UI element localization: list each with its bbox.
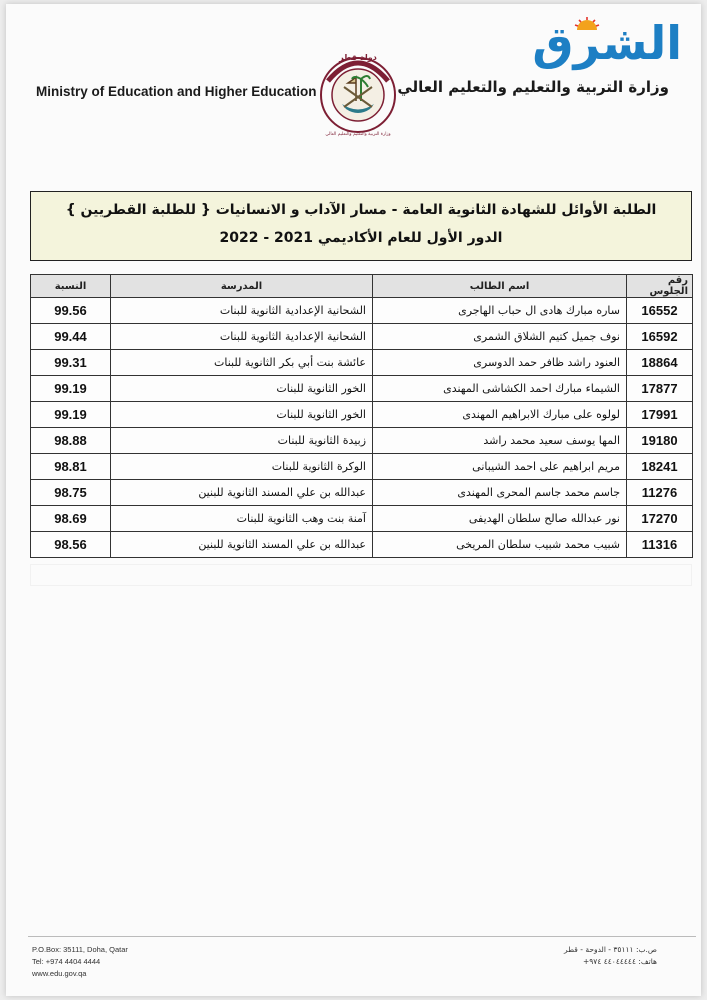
table-row bbox=[31, 298, 693, 324]
table-row bbox=[31, 350, 693, 376]
header-percentage: النسبة bbox=[31, 275, 111, 298]
percentage-cell: 99.56 bbox=[31, 298, 111, 324]
table-row bbox=[31, 506, 693, 532]
school-cell: الشحانية الإعدادية الثانوية للبنات bbox=[111, 298, 373, 324]
seat-number-cell: 16592 bbox=[627, 324, 693, 350]
percentage-cell: 99.19 bbox=[31, 376, 111, 402]
student-name-cell: لولوه على مبارك الابراهيم المهندى bbox=[373, 402, 627, 428]
percentage-cell: 98.88 bbox=[31, 428, 111, 454]
student-name-cell: مريم ابراهيم على احمد الشيبانى bbox=[373, 454, 627, 480]
table-header-row bbox=[31, 275, 693, 298]
seat-number-cell: 17877 bbox=[627, 376, 693, 402]
seat-number-cell: 18864 bbox=[627, 350, 693, 376]
seat-number-cell: 16552 bbox=[627, 298, 693, 324]
bleed-through-row bbox=[30, 564, 692, 586]
newspaper-logo-text: الشرق bbox=[532, 16, 682, 70]
footer-phone-en: Tel: +974 4404 4444 bbox=[32, 957, 101, 966]
percentage-cell: 98.56 bbox=[31, 532, 111, 558]
student-name-cell: شبيب محمد شبيب سلطان المريخى bbox=[373, 532, 627, 558]
emblem-label: دولة قطر bbox=[339, 53, 377, 62]
header-seat-number: رقم الجلوس bbox=[627, 275, 693, 298]
seat-number-cell: 19180 bbox=[627, 428, 693, 454]
seat-number-cell: 17270 bbox=[627, 506, 693, 532]
percentage-cell: 99.19 bbox=[31, 402, 111, 428]
percentage-cell: 99.44 bbox=[31, 324, 111, 350]
document-page bbox=[6, 4, 701, 996]
percentage-cell: 98.81 bbox=[31, 454, 111, 480]
header-school: المدرسة bbox=[111, 275, 373, 298]
table-row bbox=[31, 454, 693, 480]
student-name-cell: المها يوسف سعيد محمد راشد bbox=[373, 428, 627, 454]
seat-number-cell: 17991 bbox=[627, 402, 693, 428]
ministry-name-arabic: وزارة التربية والتعليم والتعليم العالي bbox=[397, 78, 669, 96]
footer-divider bbox=[28, 936, 696, 937]
qatar-emblem bbox=[318, 49, 398, 141]
student-name-cell: جاسم محمد جاسم المحرى المهندى bbox=[373, 480, 627, 506]
ministry-name-english: Ministry of Education and Higher Education bbox=[36, 84, 317, 99]
footer-website: www.edu.gov.qa bbox=[32, 969, 87, 978]
header-student-name: اسم الطالب bbox=[373, 275, 627, 298]
newspaper-logo bbox=[516, 14, 696, 72]
seat-number-cell: 11276 bbox=[627, 480, 693, 506]
emblem-ministry-label: وزارة التربية والتعليم والتعليم العالي bbox=[325, 132, 391, 137]
school-cell: عبدالله بن علي المسند الثانوية للبنين bbox=[111, 532, 373, 558]
school-cell: عبدالله بن علي المسند الثانوية للبنين bbox=[111, 480, 373, 506]
table-row bbox=[31, 402, 693, 428]
academic-year-subtitle: الدور الأول للعام الأكاديمي 2021 - 2022 bbox=[219, 230, 503, 246]
footer-address-en: P.O.Box: 35111, Doha, Qatar bbox=[32, 945, 128, 954]
footer-contact-english bbox=[32, 944, 128, 980]
percentage-cell: 98.75 bbox=[31, 480, 111, 506]
school-cell: الخور الثانوية للبنات bbox=[111, 402, 373, 428]
results-title-box bbox=[30, 191, 692, 261]
school-cell: الخور الثانوية للبنات bbox=[111, 376, 373, 402]
table-row bbox=[31, 480, 693, 506]
footer-address-ar: ص.ب: ٣٥١١١ - الدوحة - قطر bbox=[563, 945, 657, 954]
student-name-cell: نور عبدالله صالح سلطان الهديفى bbox=[373, 506, 627, 532]
footer-phone-ar: هاتف: ٤٤٠٤٤٤٤٤ ٩٧٤+ bbox=[582, 957, 657, 966]
results-title: الطلبة الأوائل للشهادة الثانوية العامة - مسار الآداب و الانسانيات { للطلبة القطريين } bbox=[65, 202, 657, 218]
student-name-cell: العنود راشد ظافر حمد الدوسرى bbox=[373, 350, 627, 376]
footer-contact-arabic bbox=[564, 944, 657, 968]
results-table bbox=[30, 274, 693, 558]
school-cell: الوكرة الثانوية للبنات bbox=[111, 454, 373, 480]
table-row bbox=[31, 324, 693, 350]
student-name-cell: ساره مبارك هادى ال حباب الهاجرى bbox=[373, 298, 627, 324]
percentage-cell: 98.69 bbox=[31, 506, 111, 532]
table-row bbox=[31, 532, 693, 558]
student-name-cell: نوف جميل كتيم الشلاق الشمرى bbox=[373, 324, 627, 350]
seat-number-cell: 11316 bbox=[627, 532, 693, 558]
table-row bbox=[31, 376, 693, 402]
school-cell: آمنة بنت وهب الثانوية للبنات bbox=[111, 506, 373, 532]
table-row bbox=[31, 428, 693, 454]
percentage-cell: 99.31 bbox=[31, 350, 111, 376]
seat-number-cell: 18241 bbox=[627, 454, 693, 480]
school-cell: زبيدة الثانوية للبنات bbox=[111, 428, 373, 454]
school-cell: عائشة بنت أبي بكر الثانوية للبنات bbox=[111, 350, 373, 376]
school-cell: الشحانية الإعدادية الثانوية للبنات bbox=[111, 324, 373, 350]
student-name-cell: الشيماء مبارك احمد الكشاشى المهندى bbox=[373, 376, 627, 402]
